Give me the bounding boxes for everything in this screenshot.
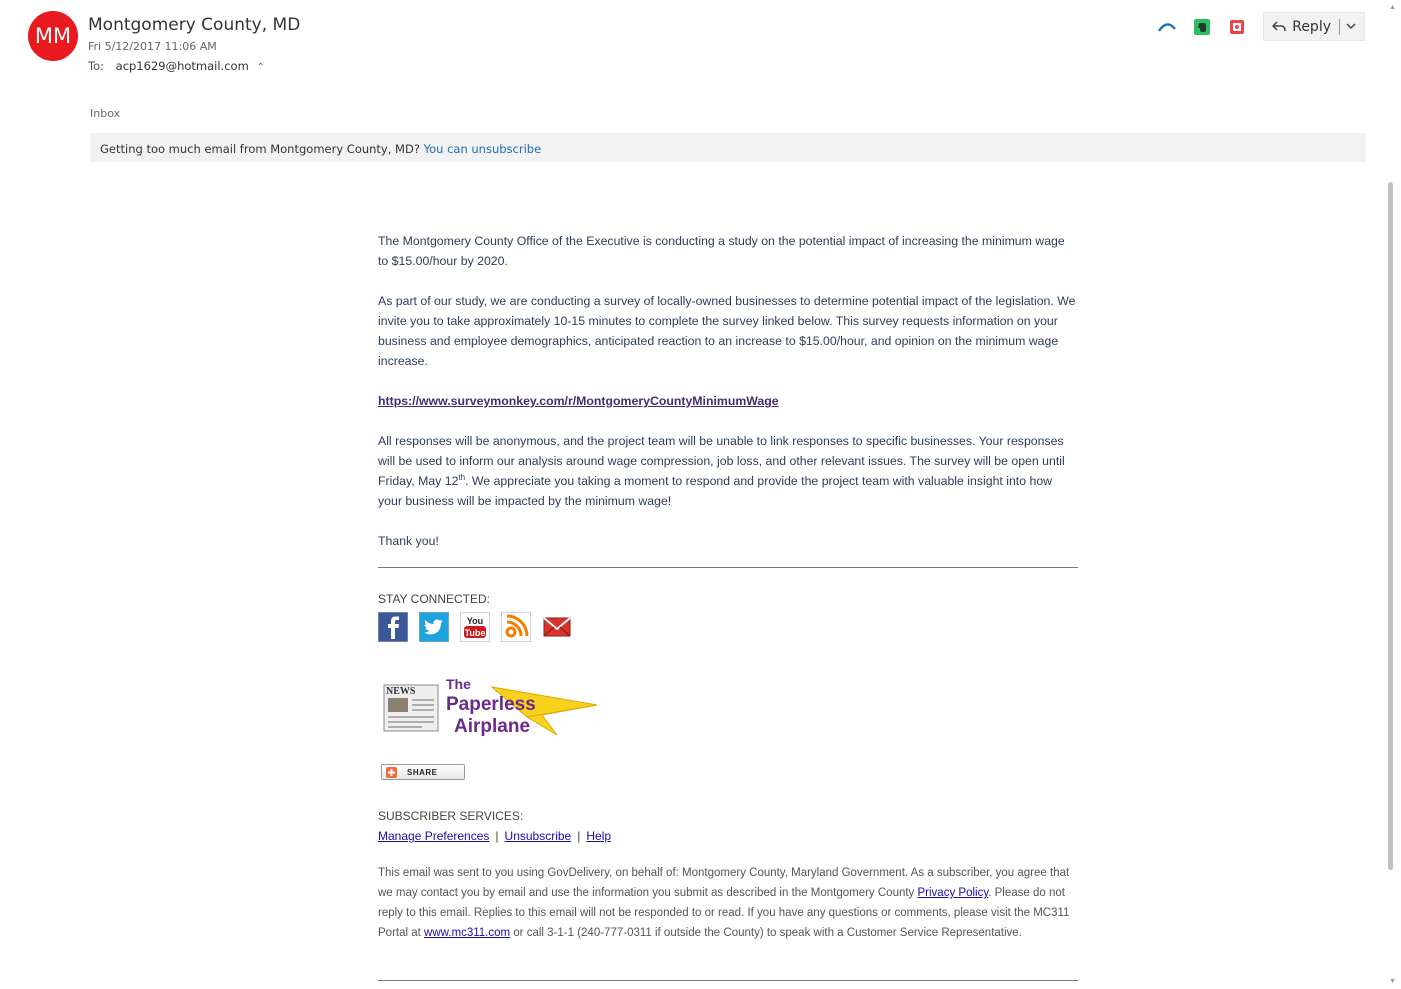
link-separator: | xyxy=(495,829,499,843)
email-icon[interactable] xyxy=(542,612,572,642)
youtube-icon-text-top: You xyxy=(466,616,484,626)
share-button[interactable] xyxy=(381,764,465,780)
reply-button[interactable] xyxy=(1263,12,1365,41)
subscriber-services-label: SUBSCRIBER SERVICES: xyxy=(378,809,524,823)
message-actions xyxy=(1158,12,1365,41)
body-paragraph-3-text-end: . We appreciate you taking a moment to respond and provide the project team with valuable insight into how your business will be impacted by the minimum wage! xyxy=(378,474,1053,508)
unsubscribe-link[interactable]: Unsubscribe xyxy=(504,829,572,843)
legal-text-3: or call 3-1-1 (240-777-0311 if outside the County) to speak with a Customer Service Representative. xyxy=(510,927,1022,939)
youtube-icon-text-bottom: Tube xyxy=(464,628,486,638)
unsubscribe-banner-text: Getting too much email from Montgomery County, MD? xyxy=(100,142,420,156)
blog-icon[interactable] xyxy=(501,612,531,642)
paperless-airplane-logo[interactable] xyxy=(382,675,602,741)
manage-preferences-link[interactable]: Manage Preferences xyxy=(378,829,490,843)
stay-connected-label: STAY CONNECTED: xyxy=(378,592,491,606)
share-label: SHARE xyxy=(407,767,438,777)
send-to-app-icon[interactable] xyxy=(1158,18,1176,36)
twitter-icon[interactable] xyxy=(419,612,449,642)
office-lens-icon[interactable] xyxy=(1228,18,1246,36)
reply-separator xyxy=(1339,19,1340,35)
social-links xyxy=(378,612,1078,642)
facebook-icon[interactable] xyxy=(378,612,408,642)
unsubscribe-banner-link[interactable]: You can unsubscribe xyxy=(423,142,542,156)
scroll-up-icon[interactable]: ▲ xyxy=(1389,4,1396,11)
body-paragraph-3-text: All responses will be anonymous, and the project team will be unable to link responses to specific businesses. Your responses will be used to inform our analysis around wage compression, job loss, and other relevant issues. The survey will be open until Friday, May 12 xyxy=(378,434,1065,488)
youtube-icon[interactable] xyxy=(460,612,490,642)
body-paragraph-1: The Montgomery County Office of the Executive is conducting a study on the potential impact of increasing the minimum wage to $15.00/hour by 2020. xyxy=(378,234,1065,268)
paperless-line-2: Paperless xyxy=(446,694,536,715)
unsubscribe-banner xyxy=(90,133,1366,162)
content-divider xyxy=(378,567,1078,568)
privacy-policy-link[interactable]: Privacy Policy xyxy=(917,887,989,899)
help-link[interactable]: Help xyxy=(586,829,612,843)
paperless-line-3: Airplane xyxy=(454,716,531,737)
share-plus-icon xyxy=(386,767,397,778)
evernote-icon[interactable] xyxy=(1193,18,1211,36)
legal-text-1: This email was sent to you using GovDelivery, on behalf of: Montgomery County, Maryland Government. As a subscriber, you agree that we may contact you by email and use the information you submit as described in the Montgomery County xyxy=(378,867,1070,899)
survey-link[interactable]: https://www.surveymonkey.com/r/MontgomeryCountyMinimumWage xyxy=(378,394,779,408)
legal-text-2: . Please do not reply to this email. Replies to this email will not be responded to or read. If you have any questions or comments, please visit the MC311 Portal at xyxy=(378,887,1070,939)
body-paragraph-2: As part of our study, we are conducting a survey of locally-owned businesses to determine potential impact of the legislation. We invite you to take approximately 10-15 minutes to complete the survey linked below. This survey requests information on your business and employee demographics, anticipated reaction to an increase to $15.00/hour, and opinion on the minimum wage increase. xyxy=(378,294,1076,368)
sender-name[interactable]: Montgomery County, MD xyxy=(88,15,301,35)
folder-label: Inbox xyxy=(90,107,121,120)
date-ordinal-suffix: th xyxy=(458,472,466,482)
subscriber-links xyxy=(378,826,611,846)
collapse-recipients-icon[interactable]: ⌃ xyxy=(256,62,265,73)
mc311-link[interactable]: www.mc311.com xyxy=(424,927,511,939)
news-label: NEWS xyxy=(386,686,416,697)
reply-arrow-icon xyxy=(1272,21,1286,33)
to-label: To: xyxy=(88,59,104,73)
scroll-thumb[interactable] xyxy=(1388,182,1393,870)
sent-date: Fri 5/12/2017 11:06 AM xyxy=(88,40,217,53)
reply-label: Reply xyxy=(1292,18,1331,35)
email-body xyxy=(378,231,1078,568)
legal-disclaimer xyxy=(378,863,1080,943)
recipient-address[interactable]: acp1629@hotmail.com xyxy=(115,59,249,73)
scroll-down-icon[interactable]: ▼ xyxy=(1389,978,1396,985)
stay-connected-section xyxy=(378,592,1078,642)
bottom-divider xyxy=(378,980,1078,981)
link-separator: | xyxy=(577,829,581,843)
recipient-row xyxy=(88,59,265,73)
subscriber-services xyxy=(378,806,611,846)
vertical-scrollbar[interactable] xyxy=(1384,0,1401,989)
paperless-line-1: The xyxy=(446,676,471,692)
sender-avatar[interactable]: MM xyxy=(28,11,78,61)
chevron-down-icon[interactable] xyxy=(1346,23,1356,30)
thank-you-text: Thank you! xyxy=(378,534,439,548)
body-paragraph-3 xyxy=(378,431,1078,511)
